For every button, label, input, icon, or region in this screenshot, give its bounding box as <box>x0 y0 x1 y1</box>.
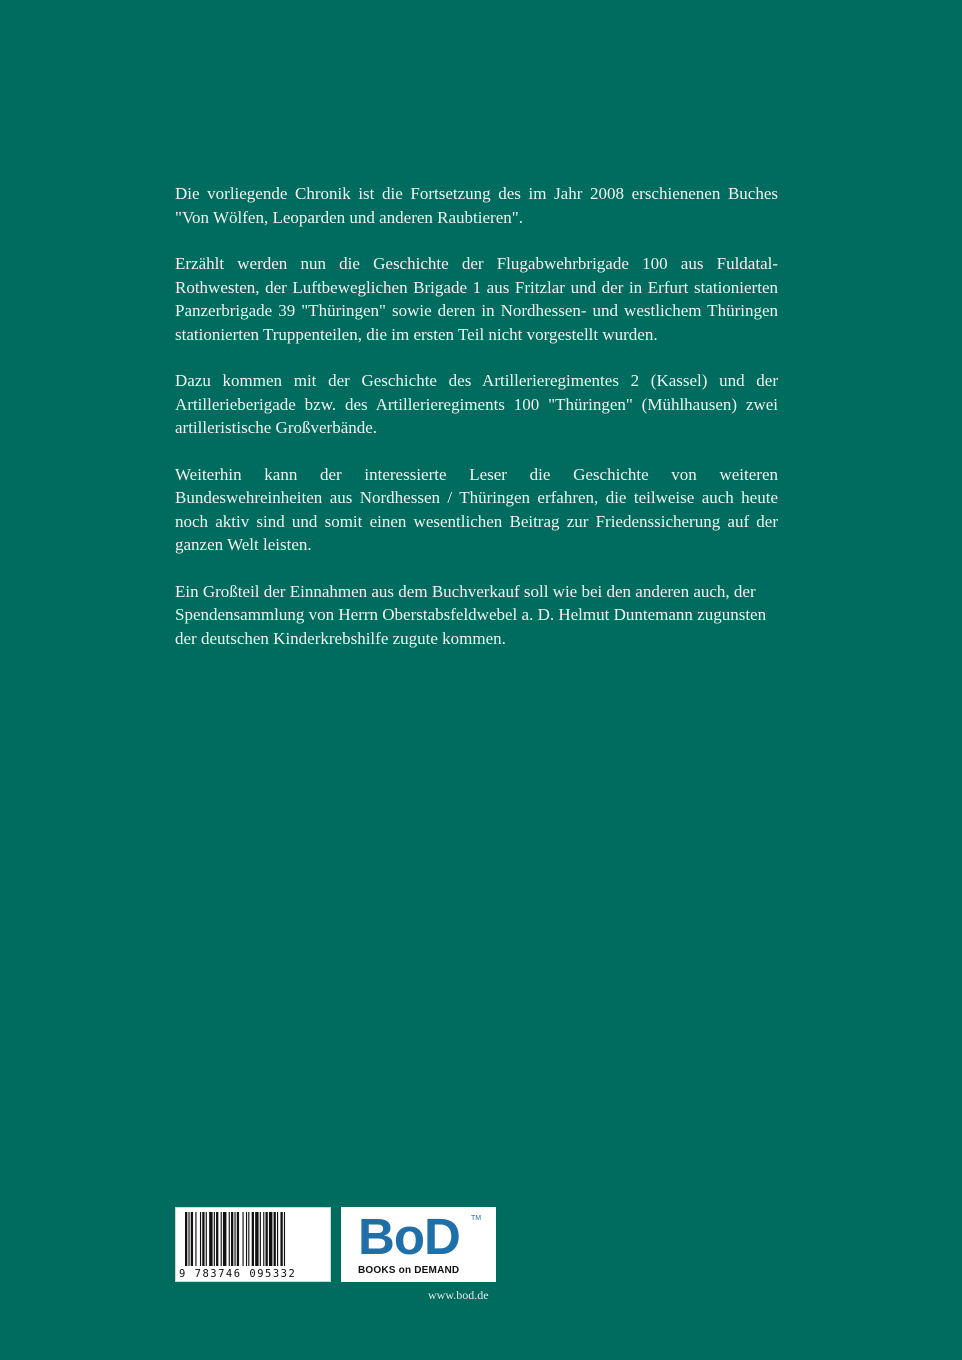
barcode-bar <box>274 1212 276 1266</box>
barcode-bar <box>243 1212 244 1266</box>
barcode-bar <box>188 1212 189 1266</box>
barcode-bar <box>237 1212 239 1266</box>
barcode-bar <box>200 1212 201 1266</box>
barcode-bar <box>260 1212 261 1266</box>
barcode-bar <box>255 1212 258 1266</box>
bod-logo <box>341 1207 496 1282</box>
barcode-bar <box>269 1212 272 1266</box>
blurb-paragraph-4: Weiterhin kann der interessierte Leser die Geschichte von weiteren Bundeswehreinheiten aus Nordhessen / Thüringen erfahren, die teilweise auch heute noch aktiv sind und somit einen wesentlichen Beitrag zur Friedenssicherung auf der ganzen Welt leisten. <box>175 464 778 554</box>
barcode-bar <box>206 1212 207 1266</box>
blurb-paragraph-3: Dazu kommen mit der Geschichte des Artillerieregimentes 2 (Kassel) und der Artillerieberigade bzw. des Artillerieregiments 100 "Thüringen" (Mühlhausen) zwei artilleristische Großverbände. <box>175 371 778 437</box>
isbn-barcode <box>175 1207 331 1282</box>
barcode-bar <box>214 1212 215 1266</box>
barcode-bar <box>185 1212 187 1266</box>
barcode-bar <box>191 1212 193 1266</box>
barcode-bar <box>223 1212 226 1266</box>
barcode-bar <box>266 1212 268 1266</box>
blurb-paragraph-2: Erzählt werden nun die Geschichte der Flugabwehrbrigade 100 aus Fuldatal-Rothwesten, der Luftbeweglichen Brigade 1 aus Fritzlar und der in Erfurt stationierten Panzerbrigade 39 "Thüringen" sowie deren in Nordhessen- und westlichem Thüringen stationierten Truppenteilen, die im ersten Teil nicht vorgestellt wurden. <box>175 254 778 344</box>
barcode-bar <box>209 1212 212 1266</box>
barcode-bar <box>252 1212 254 1266</box>
bod-tagline: BOOKS on DEMAND <box>358 1265 460 1276</box>
barcode-bar <box>284 1212 285 1266</box>
publisher-website: www.bod.de <box>428 1288 489 1302</box>
barcode-bar <box>277 1212 278 1266</box>
bod-logo-mark: BoD <box>358 1208 460 1265</box>
barcode-bar <box>216 1212 218 1266</box>
barcode-bar <box>195 1212 196 1266</box>
back-cover-blurb <box>175 182 778 673</box>
barcode-bar <box>231 1212 233 1266</box>
barcode-bar <box>221 1212 222 1266</box>
barcode-bar <box>263 1212 264 1266</box>
bod-trademark: TM <box>471 1215 482 1222</box>
barcode-bars <box>185 1212 325 1266</box>
barcode-bar <box>280 1212 282 1266</box>
barcode-bar <box>202 1212 204 1266</box>
blurb-paragraph-1: Die vorliegende Chronik ist die Fortsetzung des im Jahr 2008 erschienenen Buches "Von Wölfen, Leoparden und anderen Raubtieren". <box>175 184 778 227</box>
barcode-bar <box>229 1212 230 1266</box>
isbn-number: 9 783746 095332 <box>179 1268 297 1280</box>
barcode-bar <box>246 1212 247 1266</box>
barcode-bar <box>248 1212 249 1266</box>
blurb-paragraph-5: Ein Großteil der Einnahmen aus dem Buchverkauf soll wie bei den anderen auch, der Spendensammlung von Herrn Oberstabsfeldwebel a. D. Helmut Duntemann zugunsten der deutschen Kinderkrebshilfe zugute kommen. <box>175 581 767 648</box>
barcode-bar <box>234 1212 235 1266</box>
